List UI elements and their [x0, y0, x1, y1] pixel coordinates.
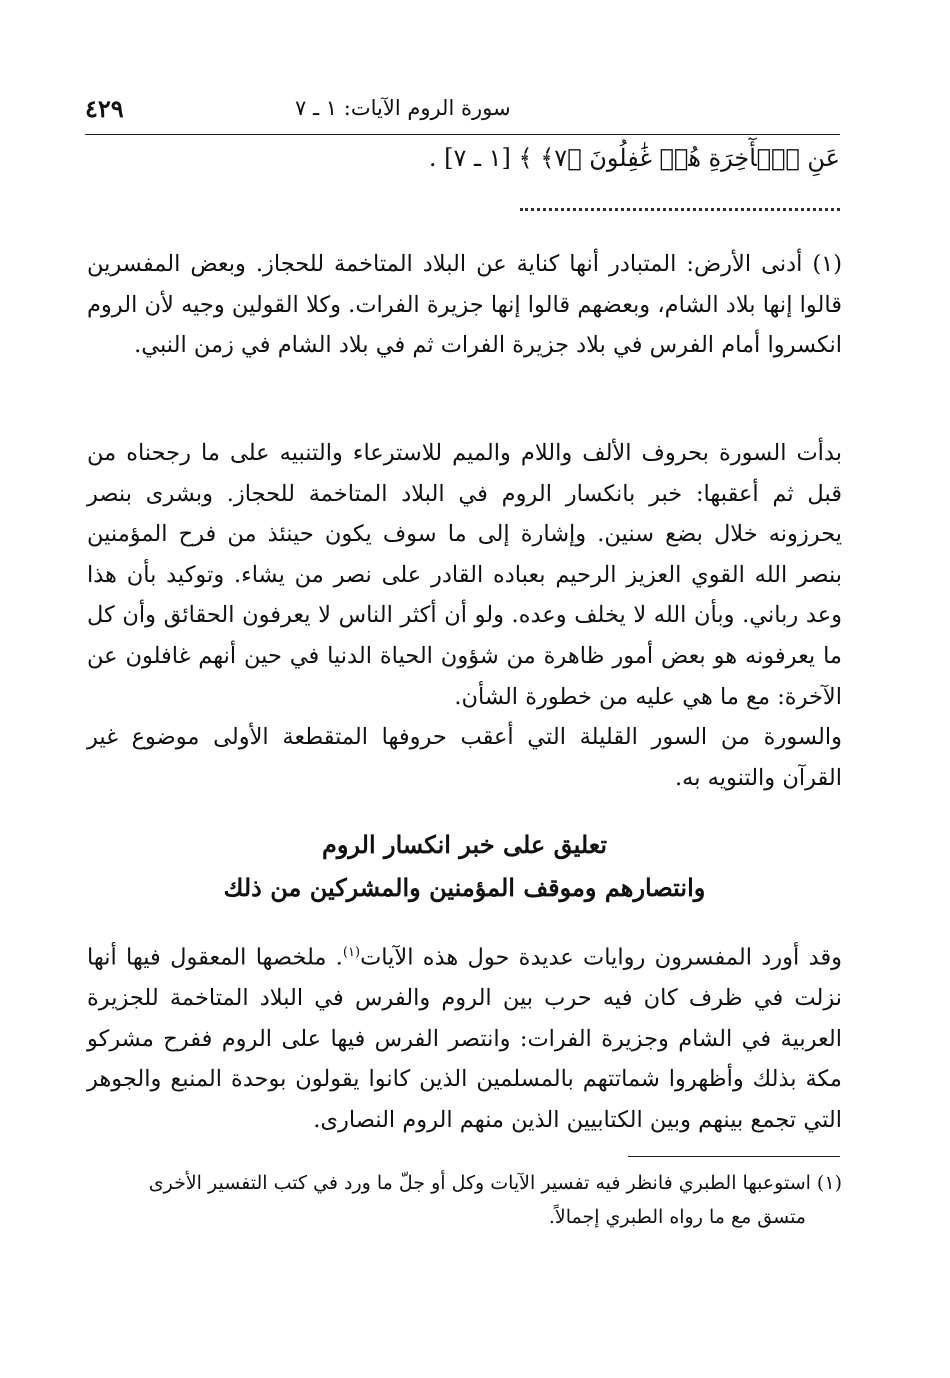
section-heading-line-1: تعليق على خبر انكسار الروم: [321, 830, 608, 859]
footnote: [87, 1166, 842, 1234]
paragraph-narrations-start: وقد أورد المفسرون روايات عديدة حول هذه الآيات: [360, 944, 843, 971]
paragraph-note-1: (١) أدنى الأرض: المتبادر أنها كناية عن البلاد المتاخمة للحجاز. وبعض المفسرين قالوا إنها بلاد الشام، وبعضهم قالوا إنها جزيرة الفرات. وكلا القولين وجيه لأن الروم انكسروا أمام الفرس في بلاد جزيرة الفرات ثم في بلاد الشام في زمن النبي.: [87, 251, 842, 359]
dotted-separator: [520, 208, 840, 211]
running-title: سورة الروم الآيات: ١ ـ ٧: [295, 96, 511, 120]
footnote-line-2: متسق مع ما رواه الطبري إجمالاً.: [548, 1206, 806, 1228]
footnote-line-1: (١) استوعبها الطبري فانظر فيه تفسير الآيات وكل أو جلّ ما ورد في كتب التفسير الأخرى: [148, 1172, 842, 1194]
footnote-reference: (١): [342, 945, 361, 960]
page-header: [85, 96, 838, 128]
section-heading-line-2: وانتصارهم وموقف المؤمنين والمشركين من ذلك: [223, 873, 706, 902]
header-rule: [85, 134, 840, 135]
paragraph-commentary: بدأت السورة بحروف الألف واللام والميم للاسترعاء والتنبيه على ما رجحناه من قبل ثم أعقبها: خبر بانكسار الروم في البلاد المتاخمة للحجاز. وبشرى بنصر يحرزونه خلال بضع سنين. وإشارة إلى ما سوف يكون حينئذ من فرح المؤمنين بنصر الله القوي العزيز الرحيم بعباده القادر على نصر من يشاء. وتوكيد بأن هذا وعد رباني. وبأن الله لا يخلف وعده. ولو أن أكثر الناس لا يعرفون الحقائق وأن كل ما يعرفونه هو بعض أمور ظاهرة من شؤون الحياة الدنيا في حين أنهم غافلون عن الآخرة: مع ما هي عليه من خطورة الشأن.: [87, 440, 842, 710]
page-number: ٤٢٩: [85, 94, 124, 123]
paragraph-narrations-rest: . ملخصها المعقول فيها أنها نزلت في ظرف كان فيه حرب بين الروم والفرس في البلاد المتاخمة للجزيرة العربية في الشام وجزيرة الفرات: وانتصر الفرس فيها على الروم ففرح مشركو مكة بذلك وأظهروا شماتتهم بالمسلمين الذين كانوا يقولون بوحدة المنبع والجوهر التي تجمع بينهم وبين الكتابيين الذين منهم الروم النصارى.: [87, 944, 842, 1133]
footnote-rule: [628, 1156, 840, 1157]
paragraph-narrations: [87, 933, 842, 1140]
quran-verse: عَنِ ٱلۡأٓخِرَةِ هُمۡ غَٰفِلُونَ ﴿٧﴾ ﴾ [١ ـ ٧] .: [428, 144, 840, 172]
paragraph-surah-note: والسورة من السور القليلة التي أعقب حروفها المتقطعة الأولى موضوع غير القرآن والتنويه به.: [87, 724, 842, 791]
